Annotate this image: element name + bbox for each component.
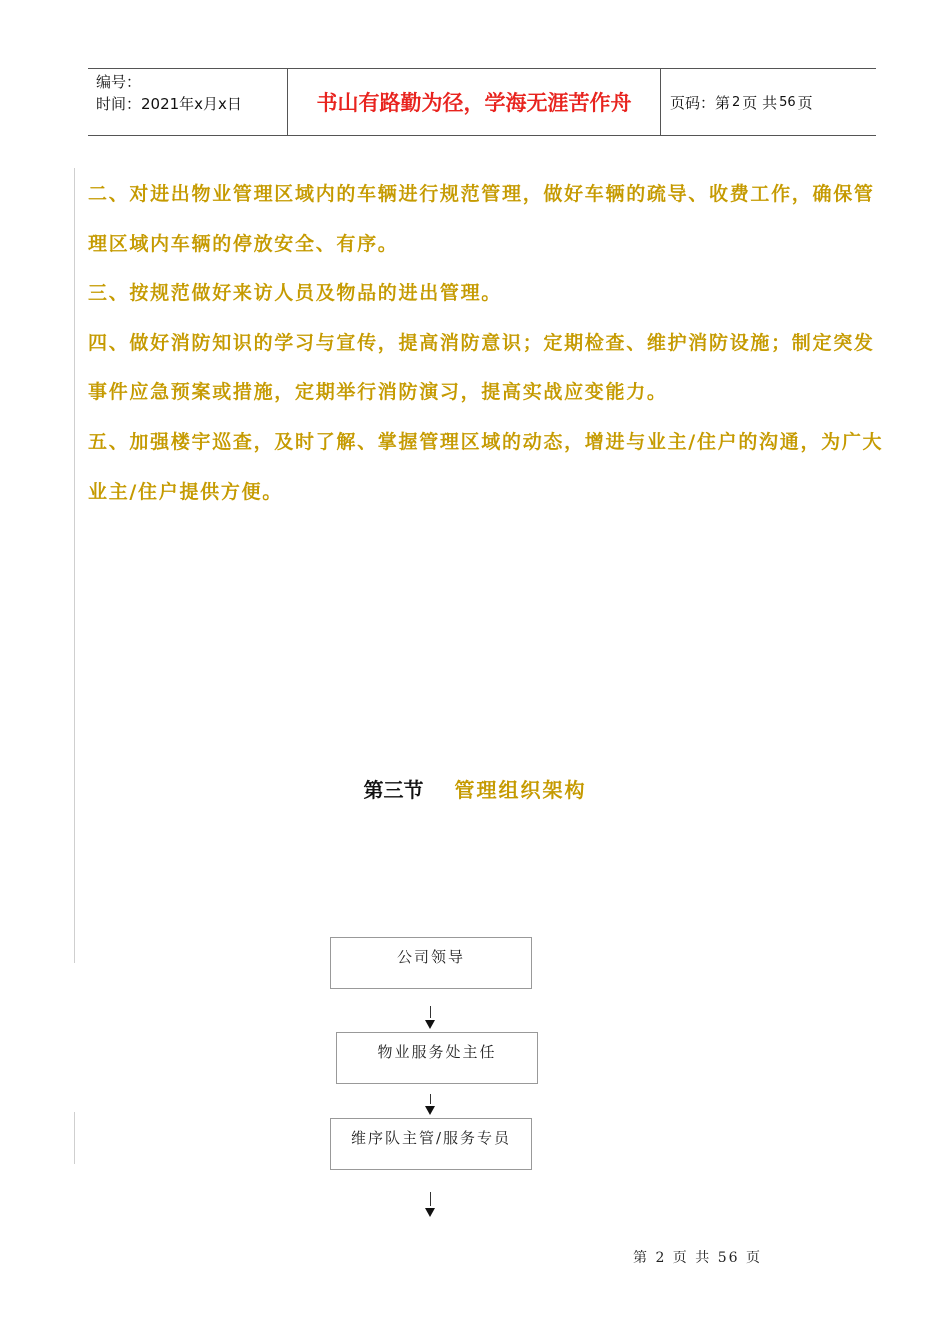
org-connector	[430, 1094, 431, 1104]
page-end: 页	[797, 93, 813, 112]
body-text	[88, 170, 888, 517]
margin-line	[74, 1112, 75, 1164]
time-label: 时间：2021年x月x日	[96, 95, 242, 113]
paragraph-4: 四、做好消防知识的学习与宣传，提高消防意识；定期检查、维护消防设施；制定突发事件应急预案或措施，定期举行消防演习，提高实战应变能力。	[88, 331, 875, 404]
page-label: 页码：第	[670, 93, 731, 112]
org-node-leadership: 公司领导	[330, 937, 532, 989]
arrow-down-icon	[425, 1020, 435, 1029]
header-meta	[96, 71, 286, 115]
org-connector	[430, 1006, 431, 1018]
section-title	[0, 774, 950, 803]
header-divider	[660, 69, 661, 135]
page-footer: 第 2 页 共 56 页	[633, 1250, 762, 1266]
org-node-supervisor: 维序队主管/服务专员	[330, 1118, 532, 1170]
org-connector	[430, 1192, 431, 1206]
paragraph-2: 二、对进出物业管理区域内的车辆进行规范管理，做好车辆的疏导、收费工作，确保管理区域内车辆的停放安全、有序。	[88, 183, 875, 255]
page-total: 56	[779, 94, 796, 110]
margin-line	[74, 168, 75, 963]
paragraph-3: 三、按规范做好来访人员及物品的进出管理。	[88, 282, 503, 305]
arrow-down-icon	[425, 1106, 435, 1115]
header-page-info	[670, 69, 870, 135]
page-number: 2	[732, 94, 741, 110]
section-number: 第三节	[363, 778, 424, 802]
org-node-director: 物业服务处主任	[336, 1032, 538, 1084]
code-label: 编号：	[96, 73, 142, 91]
header-motto: 书山有路勤为径，学海无涯苦作舟	[316, 90, 632, 115]
arrow-down-icon	[425, 1208, 435, 1217]
page-mid: 页 共	[742, 93, 778, 112]
page-header	[88, 68, 876, 136]
paragraph-5: 五、加强楼宇巡查，及时了解、掌握管理区域的动态，增进与业主/住户的沟通，为广大业主/住户提供方便。	[88, 430, 884, 503]
section-name: 管理组织架构	[454, 778, 587, 802]
